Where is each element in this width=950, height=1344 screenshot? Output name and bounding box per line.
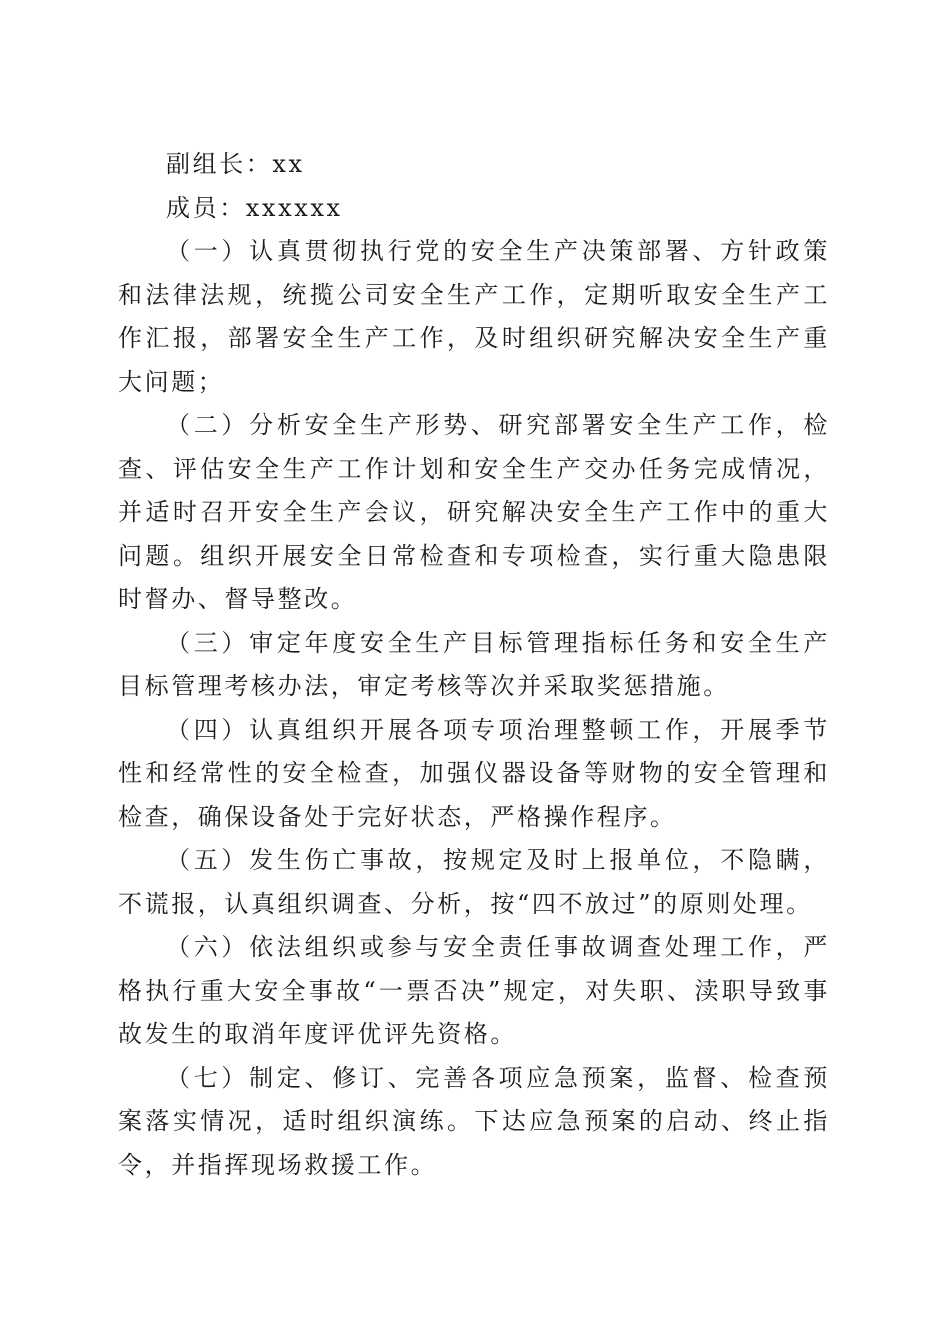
duty-paragraph-2: （二）分析安全生产形势、研究部署安全生产工作，检查、评估安全生产工作计划和安全生产交办任务完成情况，并适时召开安全生产会议，研究解决安全生产工作中的重大问题。组织开展安全日常检查和专项检查，实行重大隐患限时督办、督导整改。 [118,411,830,613]
document-body [118,143,830,1187]
duty-paragraph-5: （五）发生伤亡事故，按规定及时上报单位，不隐瞒，不谎报，认真组织调查、分析，按“四不放过”的原则处理。 [118,846,830,918]
duty-paragraph-7: （七）制定、修订、完善各项应急预案，监督、检查预案落实情况，适时组织演练。下达应急预案的启动、终止指令，并指挥现场救援工作。 [118,1063,830,1179]
members-line: 成员：xxxxxx [166,193,343,222]
deputy-leader-line: 副组长：xx [166,150,305,178]
duty-paragraph-6: （六）依法组织或参与安全责任事故调查处理工作，严格执行重大安全事故“一票否决”规定，对失职、渎职导致事故发生的取消年度评优评先资格。 [118,933,830,1048]
duty-paragraph-1: （一）认真贯彻执行党的安全生产决策部署、方针政策和法律法规，统揽公司安全生产工作，定期听取安全生产工作汇报，部署安全生产工作，及时组织研究解决安全生产重大问题； [118,237,830,396]
duty-paragraph-4: （四）认真组织开展各项专项治理整顿工作，开展季节性和经常性的安全检查，加强仪器设备等财物的安全管理和检查，确保设备处于完好状态，严格操作程序。 [118,715,830,831]
duty-paragraph-3: （三）审定年度安全生产目标管理指标任务和安全生产目标管理考核办法，审定考核等次并采取奖惩措施。 [118,628,830,700]
